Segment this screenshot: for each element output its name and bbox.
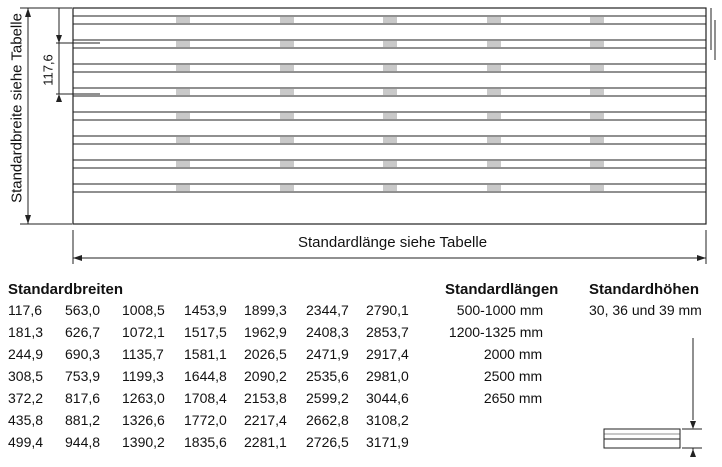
- spacer-block: [487, 161, 501, 167]
- width-value: 563,0: [65, 302, 101, 318]
- width-value: 2599,2: [306, 390, 349, 406]
- spacer-block: [590, 17, 604, 23]
- width-value: 2281,1: [244, 434, 287, 450]
- spacer-block: [383, 89, 397, 95]
- width-value: 626,7: [65, 324, 101, 340]
- width-value: 181,3: [8, 324, 44, 340]
- spacer-block: [383, 41, 397, 47]
- length-label: Standardlänge siehe Tabelle: [298, 234, 488, 251]
- width-value: 1263,0: [122, 390, 165, 406]
- grating-boards: [73, 16, 706, 192]
- width-value: 3108,2: [366, 412, 409, 428]
- spacer-block: [280, 161, 294, 167]
- widths-title: Standardbreiten: [8, 281, 124, 298]
- width-value: 753,9: [65, 368, 101, 384]
- width-value: 2217,4: [244, 412, 287, 428]
- width-value: 1199,3: [122, 368, 164, 384]
- width-value: 690,3: [65, 346, 101, 362]
- width-value: 499,4: [8, 434, 44, 450]
- height-profile-detail: [604, 338, 702, 457]
- width-value: 881,2: [65, 412, 101, 428]
- spacer-block: [487, 65, 501, 71]
- width-value: 1517,5: [184, 324, 227, 340]
- width-value: 2344,7: [306, 302, 349, 318]
- width-value: 2726,5: [306, 434, 349, 450]
- width-value: 817,6: [65, 390, 101, 406]
- width-value: 1962,9: [244, 324, 287, 340]
- width-value: 3171,9: [366, 434, 409, 450]
- width-value: 1899,3: [244, 302, 287, 318]
- width-value: 2153,8: [244, 390, 287, 406]
- spacer-block: [487, 17, 501, 23]
- width-value: 1453,9: [184, 302, 227, 318]
- length-item: 2650 mm: [483, 390, 543, 406]
- spacer-block: [487, 89, 501, 95]
- spacer-block: [383, 161, 397, 167]
- spacer-block: [176, 161, 190, 167]
- spacer-block: [176, 113, 190, 119]
- spacer-block: [176, 65, 190, 71]
- width-value: 1326,6: [122, 412, 165, 428]
- width-value: 1772,0: [184, 412, 227, 428]
- width-value: 244,9: [8, 346, 44, 362]
- width-value: 3044,6: [366, 390, 409, 406]
- width-value: 2662,8: [306, 412, 349, 428]
- width-value: 1008,5: [122, 302, 165, 318]
- width-value: 2471,9: [306, 346, 349, 362]
- spacer-block: [280, 89, 294, 95]
- spacer-block: [176, 17, 190, 23]
- spacer-block: [487, 113, 501, 119]
- width-value: 2790,1: [366, 302, 409, 318]
- spacer-block: [590, 161, 604, 167]
- spacer-block: [280, 65, 294, 71]
- spacer-block: [280, 41, 294, 47]
- spacer-block: [176, 137, 190, 143]
- width-value: 2981,0: [366, 368, 409, 384]
- spacer-block: [487, 41, 501, 47]
- spacer-block: [487, 185, 501, 191]
- width-value: 1135,7: [122, 346, 164, 362]
- lengths-title: Standardlängen: [445, 281, 559, 298]
- spacer-block: [280, 17, 294, 23]
- spacer-block: [590, 185, 604, 191]
- width-value: 2853,7: [366, 324, 409, 340]
- width-value: 2408,3: [306, 324, 349, 340]
- spacer-block: [383, 137, 397, 143]
- spacer-block: [280, 137, 294, 143]
- width-value: 1835,6: [184, 434, 227, 450]
- spacer-block: [590, 65, 604, 71]
- width-value: 117,6: [8, 302, 42, 318]
- spacer-block: [280, 185, 294, 191]
- heights-title: Standardhöhen: [589, 281, 700, 298]
- spacer-block: [280, 113, 294, 119]
- length-item: 2500 mm: [483, 368, 543, 384]
- width-value: 1708,4: [184, 390, 227, 406]
- width-value: 1644,8: [184, 368, 227, 384]
- length-item: 2000 mm: [483, 346, 543, 362]
- spacer-block: [383, 17, 397, 23]
- width-value: 2917,4: [366, 346, 409, 362]
- spacer-block: [383, 65, 397, 71]
- width-value: 2090,2: [244, 368, 287, 384]
- width-value: 944,8: [65, 434, 101, 450]
- length-item: 500-1000 mm: [456, 302, 544, 318]
- width-value: 2535,6: [306, 368, 349, 384]
- spacer-block: [590, 89, 604, 95]
- spacer-block: [383, 185, 397, 191]
- width-value: 2026,5: [244, 346, 287, 362]
- spacer-block: [590, 41, 604, 47]
- spacer-block: [590, 137, 604, 143]
- width-value: 308,5: [8, 368, 44, 384]
- width-value: 1581,1: [184, 346, 227, 362]
- spacer-block: [176, 89, 190, 95]
- length-item: 1200-1325 mm: [448, 324, 544, 340]
- spacer-block: [176, 41, 190, 47]
- width-value: 372,2: [8, 390, 44, 406]
- spacer-block: [176, 185, 190, 191]
- width-value: 1072,1: [122, 324, 165, 340]
- width-value: 1390,2: [122, 434, 165, 450]
- spacer-block: [383, 113, 397, 119]
- spacer-block: [590, 113, 604, 119]
- width-value: 435,8: [8, 412, 44, 428]
- spacer-block: [487, 137, 501, 143]
- heights-value: 30, 36 und 39 mm: [589, 302, 702, 318]
